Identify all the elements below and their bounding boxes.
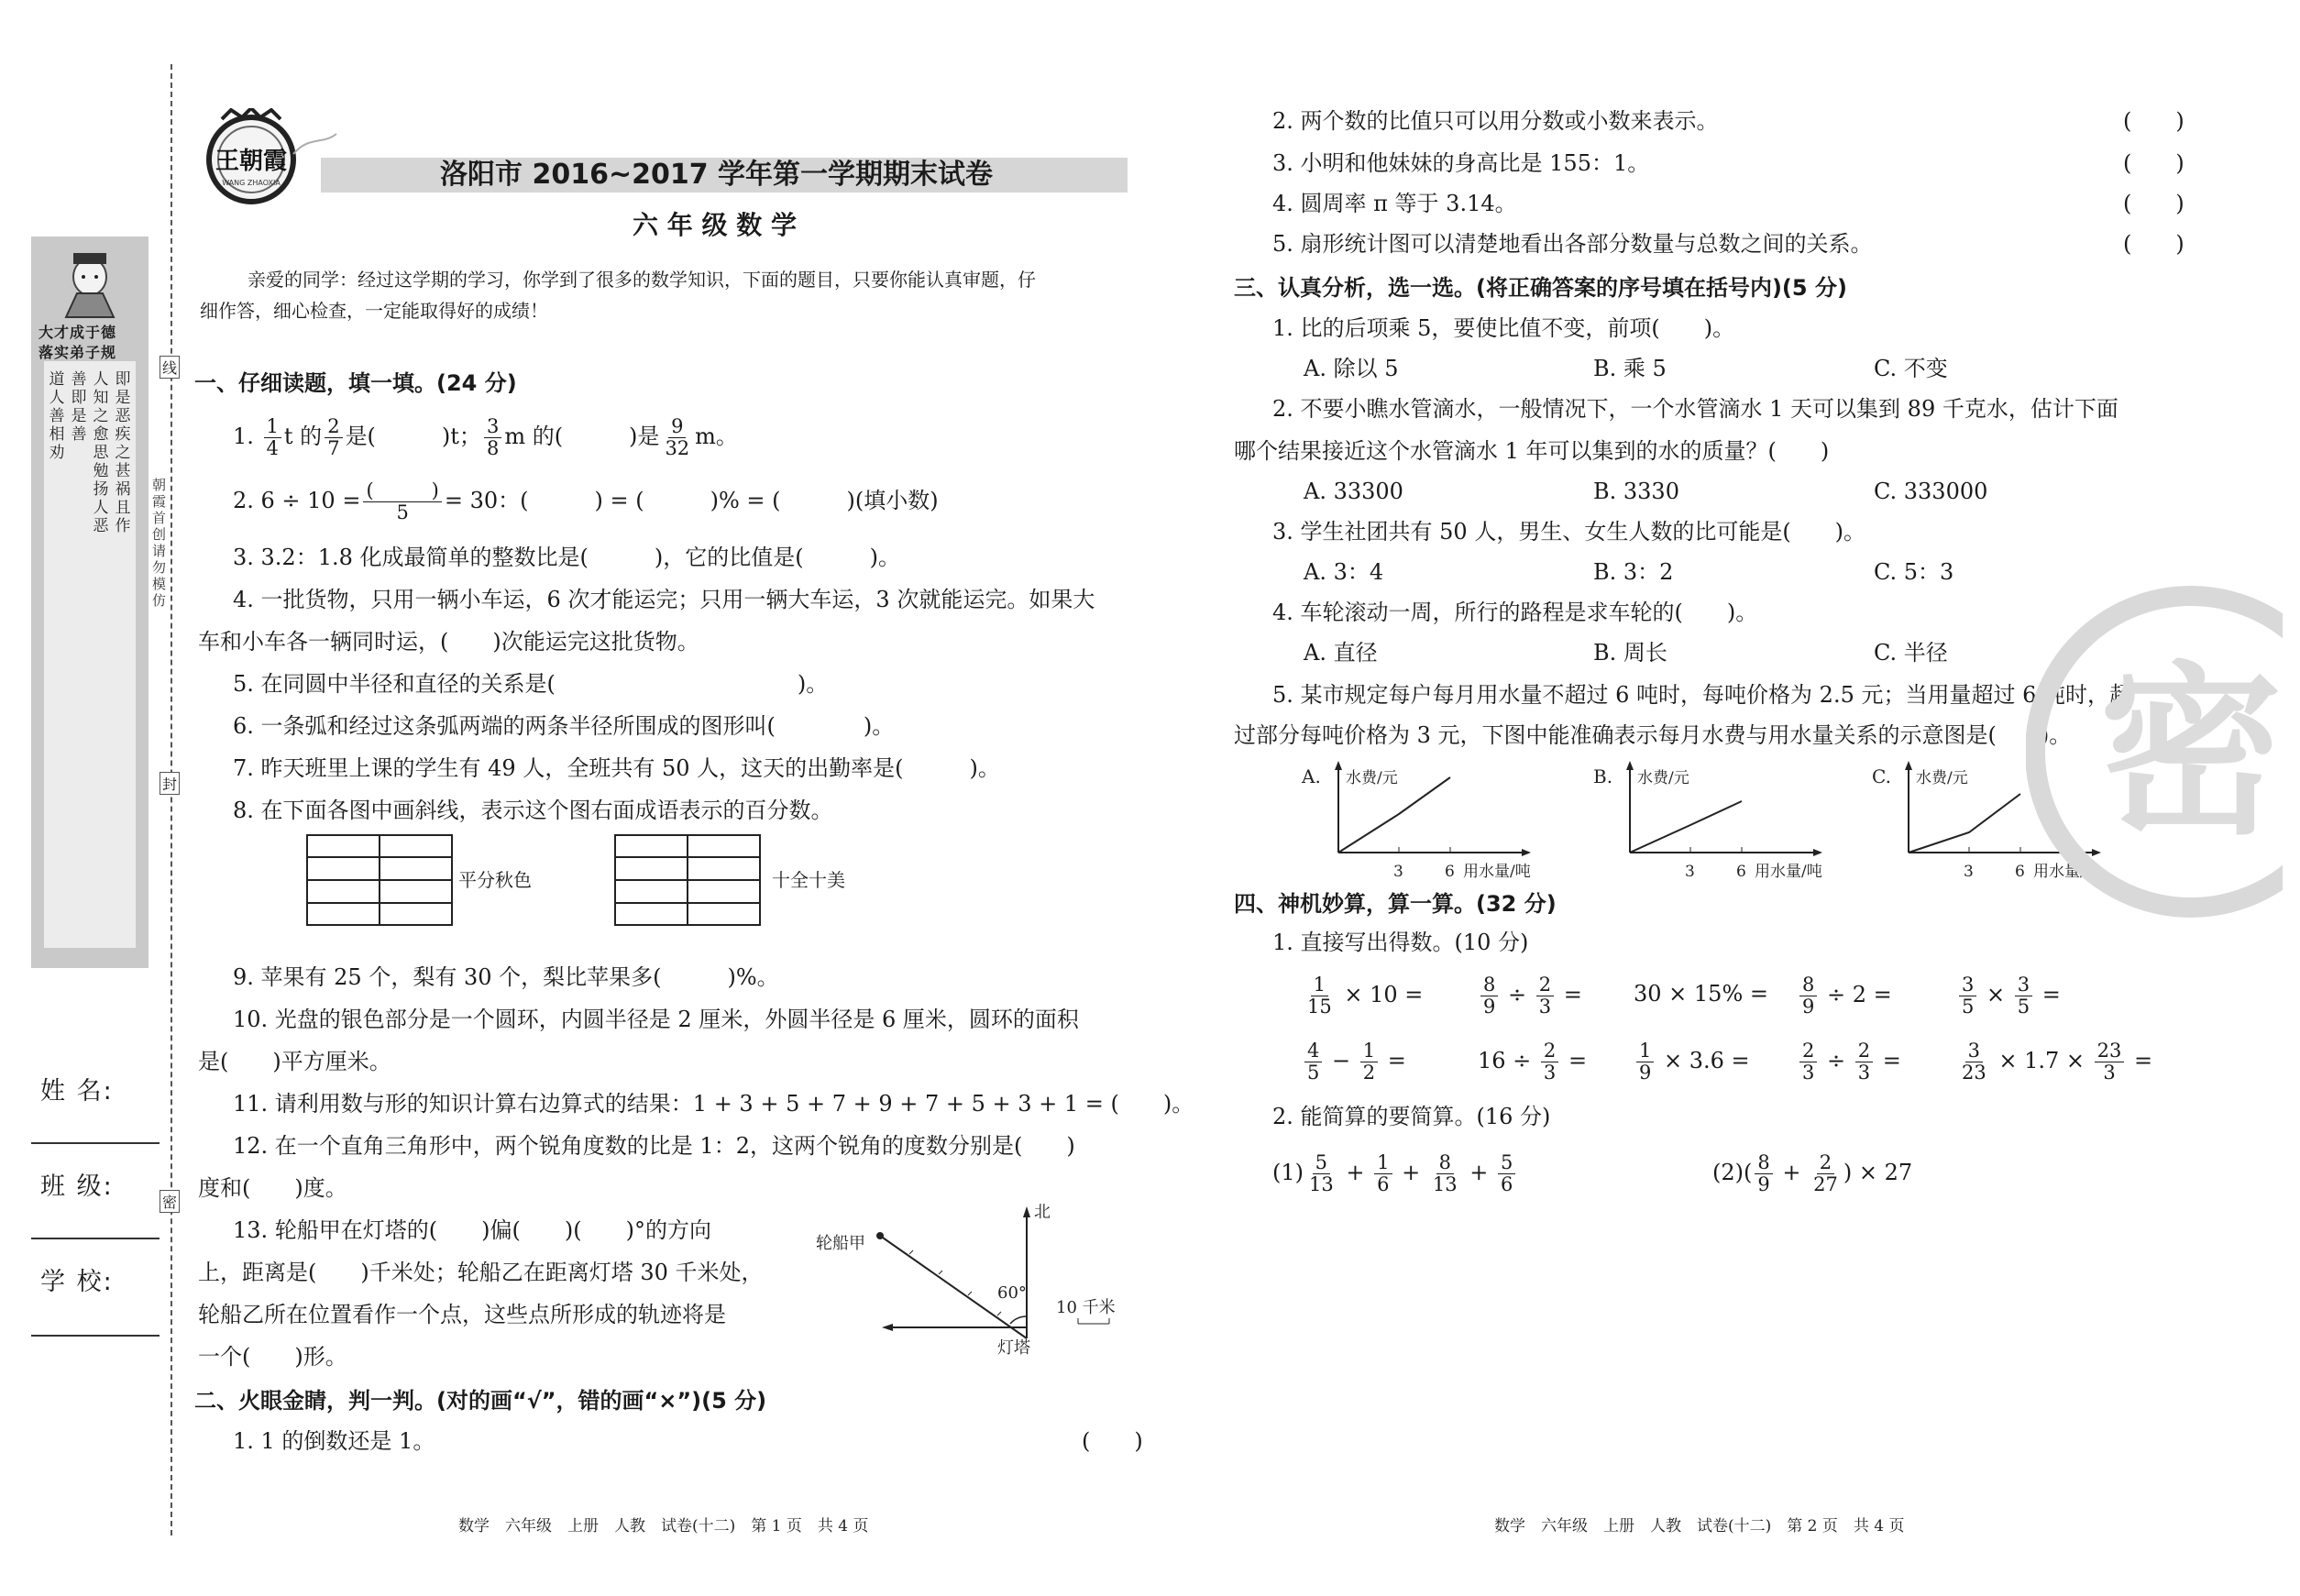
page-title: 洛阳市 2016~2017 学年第一学期期末试卷 (440, 159, 994, 191)
graph-b-tick-3: 3 (1685, 863, 1695, 881)
mark-xian: 线 (160, 356, 180, 379)
school-field[interactable] (31, 1335, 160, 1337)
grid-2-label: 十全十美 (772, 869, 845, 891)
mc-q4-opt-a[interactable]: A. 直径 (1304, 640, 1378, 666)
mc-q5b: 过部分每吨价格为 3 元，下图中能准确表示每月水费与用水量关系的示意图是( )。 (1234, 722, 2072, 748)
grid-2[interactable] (614, 834, 761, 926)
section-1-heading: 一、仔细读题，填一填。(24 分) (194, 370, 517, 396)
map-ship: 轮船甲 (816, 1234, 865, 1253)
map-north: 北 (1034, 1203, 1051, 1222)
tf-q1-answer[interactable]: ( ) (1082, 1428, 1143, 1454)
graph-c-tick-3: 3 (1964, 863, 1974, 881)
q1-4a: 4. 一批货物，只用一辆小车运，6 次才能运完；只用一辆大车运，3 次就能运完。如果大 (233, 587, 1095, 612)
page-subtitle: 六 年 级 数 学 (633, 210, 797, 240)
class-label: 班 级: (40, 1172, 114, 1201)
tf-q1: 1. 1 的倒数还是 1。 (233, 1428, 435, 1454)
calc-r2-c: $\frac{1}{9}$ × 3.6 = (1634, 1036, 1750, 1085)
class-field[interactable] (31, 1238, 160, 1239)
mc-q3-opt-b[interactable]: B. 3：2 (1593, 559, 1674, 585)
graph-a-tick-3: 3 (1393, 863, 1403, 881)
map-tower: 灯塔 (997, 1338, 1030, 1357)
q1-13c: 轮船乙所在位置看作一个点，这些点所形成的轨迹将是 (198, 1302, 726, 1327)
mc-q5a: 5. 某市规定每户每月用水量不超过 6 吨时，每吨价格为 2.5 元；当用量超过 6 吨时，超 (1272, 682, 2132, 708)
calc-sub1: 1. 直接写出得数。(10 分) (1272, 930, 1529, 955)
no-copy-note: 朝霞首创 请勿模仿 (152, 477, 167, 609)
mc-q3-opt-c[interactable]: C. 5：3 (1874, 559, 1954, 585)
calc-p2: (2)( $\frac{8}{9}$ + $\frac{2}{27}$ ) × 27 (1712, 1151, 1913, 1195)
watermark-text: 密 (2098, 646, 2283, 860)
graph-c-ylabel: 水费/元 (1916, 769, 1968, 787)
motto-sidebar (31, 237, 149, 968)
logo-sub: WANG ZHAOXIA (222, 179, 281, 187)
section-3-heading: 三、认真分析，选一选。(将正确答案的序号填在括号内)(5 分) (1234, 275, 1847, 301)
section-4-heading: 四、神机妙算，算一算。(32 分) (1234, 891, 1557, 917)
mc-q4-opt-c[interactable]: C. 半径 (1874, 640, 1948, 666)
graph-b-tick-6: 6 (1736, 863, 1746, 881)
calc-r2-a: $\frac{4}{5}$ − $\frac{1}{2}$ = (1302, 1036, 1406, 1085)
calc-r2-e: $\frac{3}{23}$ × 1.7 × $\frac{23}{3}$ = (1962, 1040, 2153, 1084)
motto-col-2: 善 即是善 (71, 370, 87, 444)
mc-q3: 3. 学生社团共有 50 人，男生、女生人数的比可能是( )。 (1272, 519, 1866, 545)
calc-r1-c: 30 × 15% = (1634, 981, 1768, 1007)
mc-q3-opt-a[interactable]: A. 3：4 (1304, 559, 1384, 585)
intro-line-2: 细作答，细心检查，一定能取得好的成绩！ (200, 300, 548, 322)
motto-panel (44, 361, 136, 948)
calc-sub2: 2. 能简算的要简算。(16 分) (1272, 1104, 1551, 1129)
school-label: 学 校: (40, 1268, 114, 1296)
graph-a-label: A. (1302, 765, 1321, 787)
caption-1: 大才成于德 (39, 324, 117, 341)
mc-q2-opt-c[interactable]: C. 333000 (1874, 479, 1988, 504)
tf-q4-answer[interactable]: ( ) (2123, 191, 2184, 216)
calc-r1-e: $\frac{3}{5}$ × $\frac{3}{5}$ = (1956, 970, 2061, 1019)
motto-col-3: 人知之 愈思勉 扬人恶 (93, 370, 109, 535)
logo-text: 王朝霞 (215, 148, 288, 175)
mark-mi: 密 (160, 1190, 180, 1213)
lighthouse-map (807, 1201, 1137, 1357)
footer-right: 数学 六年级 上册 人教 试卷(十二) 第 2 页 共 4 页 (1494, 1517, 1905, 1535)
mc-q2b: 哪个结果接近这个水管滴水 1 年可以集到的水的质量？( ) (1234, 438, 1830, 464)
graph-b-label: B. (1593, 765, 1613, 787)
calc-p1: (1) $\frac{5}{13}$ + $\frac{1}{6}$ + $\frac{8}{13}$ + $\frac{5}{6}$ (1272, 1148, 1518, 1197)
graph-c-label: C. (1872, 765, 1891, 787)
mark-feng: 封 (160, 772, 180, 795)
q1-11: 11. 请利用数与形的知识计算右边算式的结果：1 + 3 + 5 + 7 + 9 + 7 + 5 + 3 + 1 = ( )。 (233, 1091, 1194, 1117)
q1-5: 5. 在同圆中半径和直径的关系是( )。 (233, 671, 829, 697)
grid-1[interactable] (306, 834, 453, 926)
q1-4b: 车和小车各一辆同时运，( )次能运完这批货物。 (198, 629, 699, 655)
motto-col-1: 道人善 相劝 (49, 370, 65, 462)
q1-1: 1. $\frac{1}{4}$ t 的 $\frac{2}{7}$ 是( )t； $\frac{3}{8}$ m 的( )是 $\frac{9}{32}$ m。 (233, 415, 738, 459)
grid-1-label: 平分秋色 (458, 869, 532, 891)
graph-c-xlabel: 用水量/吨 (2033, 863, 2101, 881)
graph-a[interactable] (1298, 757, 1573, 882)
mc-q1: 1. 比的后项乘 5，要使比值不变，前项( )。 (1272, 315, 1735, 341)
mc-q1-opt-b[interactable]: B. 乘 5 (1593, 356, 1667, 381)
mc-q1-opt-c[interactable]: C. 不变 (1874, 356, 1948, 381)
tf-q5-answer[interactable]: ( ) (2123, 231, 2184, 257)
q1-8: 8. 在下面各图中画斜线，表示这个图右面成语表示的百分数。 (233, 798, 833, 823)
brand-logo (194, 108, 341, 209)
tf-q5: 5. 扇形统计图可以清楚地看出各部分数量与总数之间的关系。 (1272, 231, 1873, 257)
caption-2: 落实弟子规 (39, 344, 117, 361)
map-scale: 10 千米 (1056, 1298, 1116, 1317)
tf-q4: 4. 圆周率 π 等于 3.14。 (1272, 191, 1517, 216)
name-field[interactable] (31, 1142, 160, 1144)
q1-13a: 13. 轮船甲在灯塔的( )偏( )( )°的方向 (233, 1217, 711, 1243)
q1-3: 3. 3.2：1.8 化成最简单的整数比是( )，它的比值是( )。 (233, 545, 900, 570)
tf-q3: 3. 小明和他妹妹的身高比是 155：1。 (1272, 150, 1650, 176)
mc-q2a: 2. 不要小瞧水管滴水，一般情况下，一个水管滴水 1 天可以集到 89 千克水，估计下面 (1272, 396, 2118, 422)
q1-12a: 12. 在一个直角三角形中，两个锐角度数的比是 1：2，这两个锐角的度数分别是( ) (233, 1133, 1075, 1159)
graph-a-ylabel: 水费/元 (1346, 769, 1398, 787)
calc-r2-b: 16 ÷ $\frac{2}{3}$ = (1478, 1040, 1588, 1084)
graph-b-ylabel: 水费/元 (1637, 769, 1689, 787)
mc-q1-opt-a[interactable]: A. 除以 5 (1304, 356, 1399, 381)
watermark-seal (2026, 568, 2283, 953)
graph-b[interactable] (1590, 757, 1865, 882)
tf-q2: 2. 两个数的比值只可以用分数或小数来表示。 (1272, 108, 1719, 134)
q1-7: 7. 昨天班里上课的学生有 49 人，全班共有 50 人，这天的出勤率是( )。 (233, 755, 1000, 781)
tf-q2-answer[interactable]: ( ) (2123, 108, 2184, 134)
mc-q2-opt-a[interactable]: A. 33300 (1304, 479, 1403, 504)
map-angle: 60° (997, 1283, 1027, 1303)
graph-a-xlabel: 用水量/吨 (1463, 863, 1531, 881)
q1-12b: 度和( )度。 (198, 1175, 347, 1201)
q1-6: 6. 一条弧和经过这条弧两端的两条半径所围成的图形叫( )。 (233, 713, 895, 739)
calc-r2-d: $\frac{2}{3}$ ÷ $\frac{2}{3}$ = (1797, 1036, 1901, 1085)
mc-q4: 4. 车轮滚动一周，所行的路程是求车轮的( )。 (1272, 600, 1758, 625)
motto-col-4: 即是恶 疾之甚 祸且作 (115, 370, 131, 535)
footer-left: 数学 六年级 上册 人教 试卷(十二) 第 1 页 共 4 页 (458, 1517, 869, 1535)
section-2-heading: 二、火眼金睛，判一判。(对的画“√”，错的画“×”)(5 分) (194, 1388, 767, 1414)
calc-r1-a: $\frac{1}{15}$ × 10 = (1307, 974, 1424, 1018)
scholar-illustration (53, 246, 127, 319)
q1-9: 9. 苹果有 25 个，梨有 30 个，梨比苹果多( )%。 (233, 964, 779, 990)
q1-10a: 10. 光盘的银色部分是一个圆环，内圆半径是 2 厘米，外圆半径是 6 厘米，圆环的面积 (233, 1007, 1079, 1032)
intro-line-1: 亲爱的同学：经过这学期的学习，你学到了很多的数学知识，下面的题目，只要你能认真审题，仔 (248, 269, 1036, 291)
q1-13d: 一个( )形。 (198, 1344, 347, 1370)
q1-2: 2. 6 ÷ 10 = $\frac{( )}{5}$ = 30：( ) = ( )% = ( )(填小数) (233, 479, 939, 523)
binding-line (171, 64, 172, 1535)
graph-a-tick-6: 6 (1445, 863, 1455, 881)
calc-r1-d: $\frac{8}{9}$ ÷ 2 = (1797, 970, 1892, 1019)
tf-q3-answer[interactable]: ( ) (2123, 150, 2184, 176)
calc-r1-b: $\frac{8}{9}$ ÷ $\frac{2}{3}$ = (1478, 970, 1582, 1019)
q1-13b: 上，距离是( )千米处；轮船乙在距离灯塔 30 千米处， (198, 1260, 764, 1285)
graph-b-xlabel: 用水量/吨 (1755, 863, 1822, 881)
name-label: 姓 名: (40, 1077, 114, 1106)
mc-q2-opt-b[interactable]: B. 3330 (1593, 479, 1679, 504)
q1-10b: 是( )平方厘米。 (198, 1049, 391, 1074)
mc-q4-opt-b[interactable]: B. 周长 (1593, 640, 1667, 666)
graph-c-tick-6: 6 (2015, 863, 2025, 881)
